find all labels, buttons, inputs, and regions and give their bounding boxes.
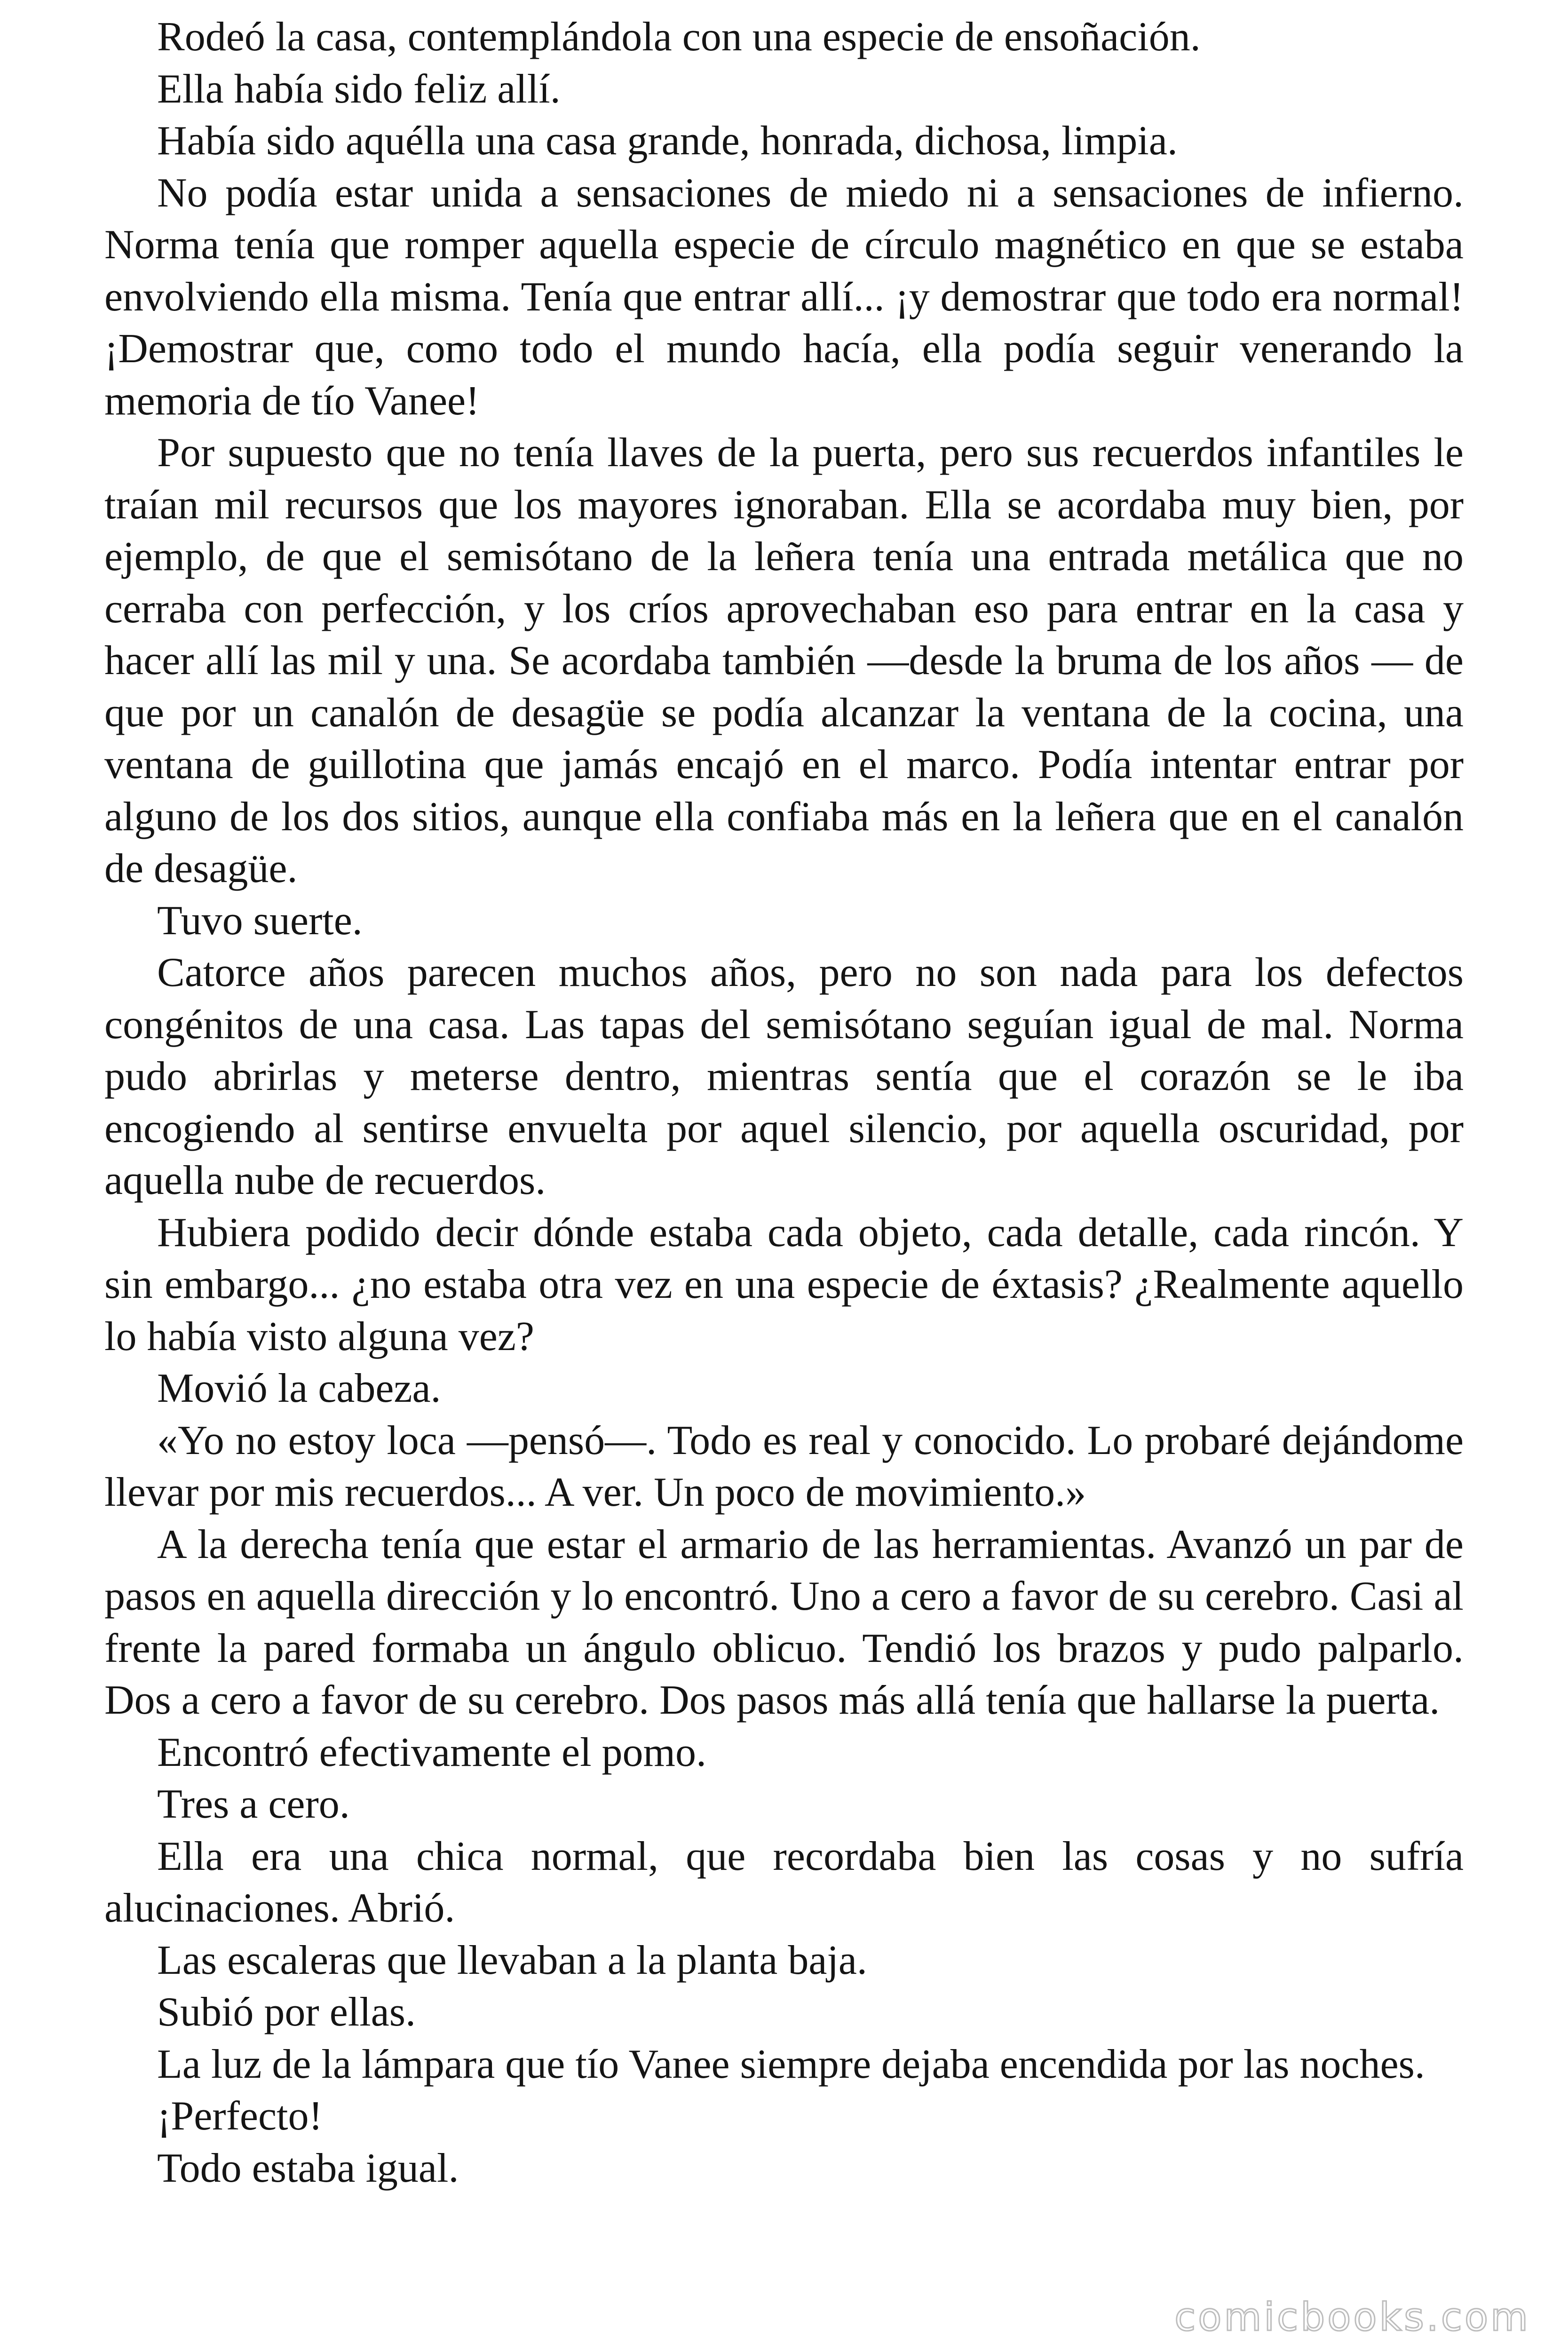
paragraph: Ella era una chica normal, que recordaba bien las cosas y no sufría alucinaciones. Abrió.: [104, 1833, 1464, 1931]
paragraph: Las escaleras que llevaban a la planta baja.: [157, 1937, 867, 1983]
paragraph: Por supuesto que no tenía llaves de la puerta, pero sus recuerdos infantiles le traían mil recursos que los mayores ignoraban. Ella se acordaba muy bien, por ejemplo, de que el semisótano de la leñera tenía una entrada metálica que no cerraba con perfección, y los críos aprovechaban eso para entrar en la casa y hacer allí las mil y una. Se acordaba también —desde la bruma de los años — de que por un canalón de desagüe se podía alcanzar la ventana de la cocina, una ventana de guillotina que jamás encajó en el marco. Podía intentar entrar por alguno de los dos sitios, aunque ella confiaba más en la leñera que en el canalón de desagüe.: [104, 430, 1464, 891]
paragraph: Todo estaba igual.: [157, 2145, 459, 2191]
paragraph: Tres a cero.: [157, 1781, 350, 1827]
page-body: [104, 11, 1464, 2194]
paragraph: La luz de la lámpara que tío Vanee siempre dejaba encendida por las noches.: [157, 2041, 1425, 2087]
paragraph: Movió la cabeza.: [157, 1366, 441, 1411]
paragraph: A la derecha tenía que estar el armario de las herramientas. Avanzó un par de pasos en aquella dirección y lo encontró. Uno a cero a favor de su cerebro. Casi al frente la pared formaba un ángulo oblicuo. Tendió los brazos y pudo palparlo. Dos a cero a favor de su cerebro. Dos pasos más allá tenía que hallarse la puerta.: [104, 1521, 1464, 1723]
paragraph: Hubiera podido decir dónde estaba cada objeto, cada detalle, cada rincón. Y sin embargo... ¿no estaba otra vez en una especie de éxtasis? ¿Realmente aquello lo había visto alguna vez?: [104, 1209, 1464, 1359]
paragraph: Había sido aquélla una casa grande, honrada, dichosa, limpia.: [157, 118, 1178, 164]
paragraph: ¡Perfecto!: [157, 2093, 323, 2139]
paragraph: Tuvo suerte.: [157, 898, 363, 944]
paragraph: Catorce años parecen muchos años, pero no son nada para los defectos congénitos de una casa. Las tapas del semisótano seguían igual de mal. Norma pudo abrirlas y meterse dentro, mientras sentía que el corazón se le iba encogiendo al sentirse envuelta por aquel silencio, por aquella oscuridad, por aquella nube de recuerdos.: [104, 950, 1464, 1203]
watermark: comicbooks.com: [1174, 2295, 1530, 2340]
paragraph: Subió por ellas.: [157, 1989, 416, 2035]
paragraph: No podía estar unida a sensaciones de miedo ni a sensaciones de infierno. Norma tenía que romper aquella especie de círculo magnético en que se estaba envolviendo ella misma. Tenía que entrar allí... ¡y demostrar que todo era normal! ¡Demostrar que, como todo el mundo hacía, ella podía seguir venerando la memoria de tío Vanee!: [104, 170, 1464, 424]
paragraph: Ella había sido feliz allí.: [157, 66, 561, 112]
paragraph: «Yo no estoy loca —pensó—. Todo es real y conocido. Lo probaré dejándome llevar por mis recuerdos... A ver. Un poco de movimiento.»: [104, 1417, 1464, 1515]
paragraph: Encontró efectivamente el pomo.: [157, 1729, 706, 1775]
paragraph: Rodeó la casa, contemplándola con una especie de ensoñación.: [157, 14, 1201, 60]
